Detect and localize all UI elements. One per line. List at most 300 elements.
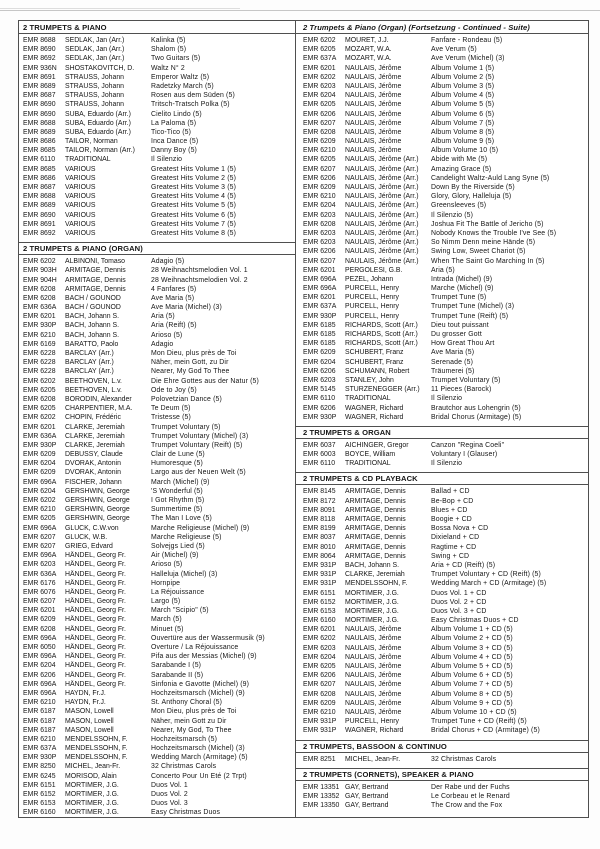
- catalog-number: EMR 930P: [23, 754, 57, 762]
- composer: SUBA, Eduardo (Arr.): [65, 128, 131, 136]
- catalog-number: EMR 696A: [303, 275, 337, 283]
- catalog-row: [296, 302, 588, 311]
- title: Du grosser Gott: [431, 331, 482, 338]
- composer: SUBA, Eduardo (Arr.): [65, 110, 131, 118]
- catalog-row: [296, 266, 588, 275]
- composer: VARIOUS: [65, 229, 96, 237]
- title: Serenade (5): [431, 358, 474, 366]
- catalog-number: EMR 6160: [23, 809, 56, 817]
- catalog-number: EMR 8690: [23, 46, 56, 54]
- title: Duos Vol. 3: [151, 800, 188, 808]
- composer: SHOSTAKOVITCH, D.: [65, 64, 135, 72]
- composer: NAULAIS, Jérôme: [345, 635, 402, 643]
- composer: BARATTO, Paolo: [65, 340, 119, 348]
- title: Hochzeitsmarsch (5): [151, 735, 218, 743]
- title: Arioso (5): [151, 331, 183, 339]
- catalog-row: [296, 367, 588, 376]
- catalog-number: EMR 636A: [23, 570, 57, 578]
- title: Greatest Hits Volume 2 (5): [151, 174, 237, 182]
- catalog-row: [296, 524, 588, 533]
- catalog-number: EMR 8251: [303, 755, 336, 763]
- catalog-row: [296, 174, 588, 183]
- composer: CLARKE, Jeremiah: [345, 571, 405, 579]
- catalog-row: [19, 717, 295, 726]
- title: Adagio (5): [151, 258, 185, 266]
- composer: HAYDN, Fr.J.: [65, 699, 106, 707]
- title: Amazing Grace (5): [431, 165, 492, 173]
- composer: VARIOUS: [65, 220, 96, 228]
- catalog-number: EMR 6110: [23, 156, 56, 164]
- composer: ARMITAGE, Dennis: [345, 506, 406, 514]
- composer: SCHUBERT, Franz: [345, 358, 404, 366]
- catalog-row: [19, 358, 295, 367]
- catalog-row: [19, 680, 295, 689]
- catalog-number: EMR 6204: [23, 487, 56, 495]
- catalog-number: EMR 6204: [303, 358, 336, 366]
- composer: BACH, Johann S.: [65, 331, 120, 339]
- catalog-number: EMR 8689: [23, 128, 56, 136]
- catalog-number: EMR 931P: [303, 727, 337, 735]
- catalog-row: [19, 110, 295, 119]
- catalog-row: [296, 275, 588, 284]
- title: Aria + CD (Reift) (5): [431, 561, 496, 569]
- title: Ouvertüre aus der Wassermusik (9): [151, 634, 265, 642]
- title: Rosen aus dem Süden (5): [151, 92, 235, 100]
- catalog-number: EMR 6201: [303, 626, 336, 634]
- composer: ARMITAGE, Dennis: [65, 267, 126, 275]
- catalog-row: [296, 257, 588, 266]
- title: Il Silenzio: [431, 395, 463, 403]
- composer: VARIOUS: [65, 184, 96, 191]
- catalog-row: [19, 220, 295, 229]
- composer: BARCLAY (Arr.): [65, 368, 114, 376]
- title: I Got Rhythm (5): [151, 497, 205, 504]
- composer: STANLEY, John: [345, 376, 394, 384]
- catalog-row: [19, 661, 295, 670]
- catalog-number: EMR 8686: [23, 174, 56, 182]
- catalog-row: [19, 229, 295, 238]
- composer: PERGOLESI, G.B.: [345, 266, 403, 274]
- composer: MENDELSSOHN, F.: [345, 580, 408, 588]
- catalog-number: EMR 6228: [23, 368, 56, 376]
- catalog-number: EMR 6201: [23, 607, 56, 615]
- composer: NAULAIS, Jérôme (Arr.): [345, 184, 419, 191]
- composer: RICHARDS, Scott (Arr.): [345, 340, 418, 348]
- title: Danny Boy (5): [151, 147, 197, 155]
- catalog-row: [296, 321, 588, 330]
- catalog-row: [19, 505, 295, 514]
- catalog-row: [19, 192, 295, 201]
- catalog-row: [19, 707, 295, 716]
- catalog-row: [296, 755, 588, 764]
- title: Boogie + CD: [431, 516, 472, 523]
- title: Ave Maria (Michel) (3): [151, 304, 222, 312]
- composer: AICHINGER, Gregor: [345, 441, 409, 449]
- catalog-number: EMR 6203: [303, 211, 336, 219]
- composer: TAILOR, Norman (Arr.): [65, 147, 135, 155]
- composer: RICHARDS, Scott (Arr.): [345, 321, 418, 329]
- catalog-number: EMR 6152: [23, 791, 56, 798]
- title: Greatest Hits Volume 3 (5): [151, 184, 237, 191]
- composer: NAULAIS, Jérôme (Arr.): [345, 229, 419, 237]
- catalog-row: [19, 146, 295, 155]
- composer: MOURET, J.J.: [345, 37, 389, 44]
- catalog-row: [19, 597, 295, 606]
- scan-artifact-line: [0, 10, 600, 11]
- title: Bridal Chorus (Armitage) (5): [431, 413, 522, 421]
- catalog-number: EMR 6205: [23, 386, 56, 394]
- catalog-row: [296, 238, 588, 247]
- title: Sarabande I (5): [151, 662, 202, 670]
- catalog-number: EMR 6205: [303, 101, 336, 109]
- title: Mon Dieu, plus près de Toi: [151, 708, 237, 716]
- catalog-number: EMR 8691: [23, 73, 56, 81]
- catalog-number: EMR 6210: [303, 147, 336, 155]
- composer: ALBINONI, Tomaso: [65, 258, 125, 266]
- catalog-row: [296, 385, 588, 394]
- catalog-number: EMR 6204: [303, 653, 336, 661]
- title: Duos Vol. 2 + CD: [431, 598, 487, 606]
- title: Wedding March (Armitage) (5): [151, 754, 248, 762]
- catalog-row: [19, 276, 295, 285]
- catalog-number: EMR 6208: [303, 128, 336, 136]
- catalog-row: [19, 183, 295, 192]
- title: Duos Vol. 1 + CD: [431, 589, 487, 597]
- catalog-row: [296, 146, 588, 155]
- title: Summertime (5): [151, 506, 203, 514]
- title: Voluntary I (Glauser): [431, 451, 498, 459]
- composer: HÄNDEL, Georg Fr.: [65, 616, 126, 624]
- catalog-number: EMR 6203: [303, 82, 336, 90]
- catalog-number: EMR 6204: [23, 460, 56, 468]
- composer: VARIOUS: [65, 193, 96, 201]
- composer: PURCELL, Henry: [345, 312, 399, 320]
- composer: NAULAIS, Jérôme: [345, 644, 402, 652]
- catalog-row: [296, 506, 588, 515]
- title: Album Volume 9 + CD (5): [431, 699, 513, 707]
- title: 'S Wonderful (5): [151, 487, 203, 495]
- catalog-number: EMR 931P: [303, 561, 337, 569]
- composer: ARMITAGE, Dennis: [345, 497, 406, 505]
- catalog-number: EMR 8688: [23, 37, 56, 44]
- composer: MENDELSSOHN, F.: [65, 754, 128, 762]
- catalog-row: [296, 783, 588, 792]
- catalog-number: EMR 6203: [303, 239, 336, 247]
- composer: NAULAIS, Jérôme (Arr.): [345, 248, 419, 256]
- entries-list: [19, 257, 295, 817]
- catalog-number: EMR 6202: [23, 497, 56, 504]
- catalog-row: [296, 394, 588, 403]
- composer: MORTIMER, J.G.: [345, 589, 399, 597]
- catalog-row: [296, 100, 588, 109]
- catalog-number: EMR 6176: [23, 579, 56, 587]
- title: Greensleeves (5): [431, 202, 487, 210]
- catalog-number: EMR 8118: [303, 516, 336, 523]
- composer: HÄNDEL, Georg Fr.: [65, 680, 126, 688]
- catalog-number: EMR 6205: [303, 46, 336, 54]
- catalog-row: [19, 367, 295, 376]
- title: Easy Christmas Duos + CD: [431, 617, 519, 625]
- composer: DVORAK, Antonin: [65, 460, 121, 468]
- title: So Nimm Denn meine Hände (5): [431, 239, 536, 247]
- catalog-number: EMR 6202: [303, 37, 336, 44]
- title: Greatest Hits Volume 1 (5): [151, 165, 237, 173]
- title: Ave Verum (5): [431, 46, 477, 54]
- composer: SUBA, Eduardo (Arr.): [65, 119, 131, 127]
- title: Marche (Michel) (9): [431, 285, 494, 293]
- catalog-row: [296, 497, 588, 506]
- catalog-number: EMR 6207: [23, 533, 56, 541]
- catalog-number: EMR 696A: [23, 653, 57, 661]
- title: March "Scipio" (5): [151, 607, 209, 615]
- catalog-number: EMR 6202: [23, 377, 56, 385]
- catalog-number: EMR 6209: [303, 138, 336, 146]
- title: Il Silenzio: [431, 460, 463, 468]
- catalog-row: [296, 589, 588, 598]
- catalog-number: EMR 8145: [303, 488, 336, 496]
- title: Swing Low, Sweet Chariot (5): [431, 248, 526, 256]
- title: Bossa Nova + CD: [431, 525, 489, 533]
- catalog-number: EMR 636A: [23, 432, 57, 440]
- section-header: 2 TRUMPETS, BASSOON & CONTINUO: [296, 740, 588, 753]
- catalog-row: [19, 772, 295, 781]
- catalog-number: EMR 8690: [23, 211, 56, 219]
- catalog-row: [296, 54, 588, 63]
- catalog-row: [296, 487, 588, 496]
- catalog-number: EMR 6037: [303, 441, 336, 449]
- composer: STRAUSS, Johann: [65, 101, 124, 109]
- title: Solvejgs Lied (5): [151, 542, 205, 550]
- catalog-row: [19, 533, 295, 542]
- catalog-number: EMR 6208: [303, 690, 336, 698]
- composer: MORTIMER, J.G.: [65, 791, 119, 798]
- catalog-number: EMR 6209: [23, 469, 56, 477]
- catalog-row: [296, 229, 588, 238]
- entries-list: [296, 487, 588, 735]
- catalog-number: EMR 6205: [23, 515, 56, 523]
- composer: CLARKE, Jeremiah: [65, 423, 125, 431]
- catalog-row: [296, 441, 588, 450]
- composer: GERSHWIN, George: [65, 487, 130, 495]
- title: Album Volume 1 (5): [431, 64, 495, 72]
- catalog-number: EMR 6185: [303, 340, 336, 348]
- title: Trumpet Voluntary (5): [431, 376, 501, 384]
- title: Album Volume 3 (5): [431, 82, 495, 90]
- catalog-number: EMR 6203: [303, 644, 336, 652]
- catalog-number: EMR 6202: [23, 258, 56, 266]
- title: Aria (5): [431, 266, 455, 274]
- composer: PEZEL, Johann: [345, 275, 394, 283]
- catalog-number: EMR 931P: [303, 571, 337, 579]
- catalog-row: [19, 128, 295, 137]
- catalog-row: [19, 395, 295, 404]
- entries-list: [296, 441, 588, 469]
- composer: VARIOUS: [65, 174, 96, 182]
- composer: BACH / GOUNOD: [65, 294, 121, 302]
- catalog-number: EMR 6209: [23, 451, 56, 459]
- catalog-number: EMR 6210: [23, 735, 56, 743]
- title: Hochzeitsmarsch (Michel) (3): [151, 745, 245, 753]
- catalog-row: [296, 201, 588, 210]
- catalog-row: [296, 450, 588, 459]
- composer: MORTIMER, J.G.: [65, 781, 119, 789]
- composer: HAYDN, Fr.J.: [65, 689, 106, 697]
- title: Aria (Reift) (5): [151, 322, 197, 330]
- title: Nearer, My God To Thee: [151, 368, 230, 376]
- catalog-number: EMR 6207: [23, 542, 56, 550]
- composer: STURZENEGGER (Arr.): [345, 386, 420, 394]
- catalog-row: [19, 201, 295, 210]
- title: Album Volume 4 (5): [431, 92, 495, 100]
- catalog-row: [19, 496, 295, 505]
- title: Te Deum (5): [151, 405, 191, 413]
- composer: NAULAIS, Jérôme: [345, 663, 402, 670]
- catalog-number: EMR 8688: [23, 119, 56, 127]
- composer: NAULAIS, Jérôme (Arr.): [345, 156, 419, 164]
- catalog-row: [19, 423, 295, 432]
- title: Humoresque (5): [151, 460, 203, 468]
- catalog-row: [296, 726, 588, 735]
- catalog-row: [19, 312, 295, 321]
- catalog-row: [296, 717, 588, 726]
- title: Arioso (5): [151, 561, 183, 569]
- title: Nobody Knows the Trouble I've See (5): [431, 229, 557, 237]
- catalog-number: EMR 6228: [23, 350, 56, 357]
- title: Duos Vol. 1: [151, 781, 188, 789]
- title: Ragtime + CD: [431, 543, 477, 551]
- composer: NAULAIS, Jérôme (Arr.): [345, 165, 419, 173]
- composer: SEDLAK, Jan (Arr.): [65, 46, 125, 54]
- composer: TRADITIONAL: [345, 460, 391, 468]
- catalog-row: [296, 284, 588, 293]
- catalog-row: [19, 514, 295, 523]
- composer: ARMITAGE, Dennis: [345, 534, 406, 542]
- catalog-number: EMR 6050: [23, 644, 56, 651]
- title: Tristesse (5): [151, 414, 191, 422]
- scan-artifact-line: [0, 8, 240, 9]
- catalog-row: [19, 753, 295, 762]
- catalog-number: EMR 6207: [23, 598, 56, 606]
- catalog-number: EMR 6203: [303, 376, 336, 384]
- title: Album Volume 4 + CD (5): [431, 653, 513, 661]
- catalog-number: EMR 8690: [23, 110, 56, 118]
- catalog-row: [296, 792, 588, 801]
- catalog-row: [19, 155, 295, 164]
- composer: DEBUSSY, Claude: [65, 451, 123, 459]
- catalog-row: [19, 450, 295, 459]
- title: The Man I Love (5): [151, 515, 212, 523]
- catalog-row: [296, 459, 588, 468]
- catalog-number: EMR 8688: [23, 193, 56, 201]
- title: Canzon "Regina Coeli": [431, 441, 505, 449]
- composer: TRADITIONAL: [345, 395, 391, 403]
- catalog-number: EMR 696A: [23, 478, 57, 486]
- catalog-row: [296, 128, 588, 137]
- composer: MORTIMER, J.G.: [345, 598, 399, 606]
- section-header: 2 Trumpets & Piano (Organ) (Fortsetzung - Continued - Suite): [296, 23, 588, 34]
- catalog-row: [19, 808, 295, 817]
- composer: WAGNER, Richard: [345, 727, 404, 735]
- entries-list: [296, 783, 588, 811]
- composer: BACH, Johann S.: [65, 313, 120, 321]
- catalog-row: [296, 644, 588, 653]
- composer: ARMITAGE, Dennis: [345, 488, 406, 496]
- composer: NAULAIS, Jérôme: [345, 73, 402, 81]
- catalog-number: EMR 6207: [303, 257, 336, 265]
- title: Greatest Hits Volume 8 (5): [151, 229, 237, 237]
- title: Sinfonia e Gavotte (Michel) (9): [151, 680, 250, 688]
- composer: NAULAIS, Jérôme: [345, 147, 402, 155]
- composer: NAULAIS, Jérôme (Arr.): [345, 257, 419, 265]
- composer: NAULAIS, Jérôme: [345, 82, 402, 90]
- composer: BEETHOVEN, L.v.: [65, 386, 122, 394]
- title: Album Volume 8 (5): [431, 128, 495, 136]
- title: Tritsch-Tratsch Polka (5): [151, 101, 230, 109]
- title: Album Volume 5 + CD (5): [431, 663, 513, 670]
- catalog-row: [19, 377, 295, 386]
- catalog-row: [296, 119, 588, 128]
- composer: BEETHOVEN, L.v.: [65, 377, 122, 385]
- composer: HÄNDEL, Georg Fr.: [65, 634, 126, 642]
- title: Cielito Lindo (5): [151, 110, 202, 118]
- catalog-row: [19, 257, 295, 266]
- title: Marche Religieuse (5): [151, 533, 222, 541]
- composer: WAGNER, Richard: [345, 404, 404, 412]
- catalog-row: [296, 312, 588, 321]
- composer: HÄNDEL, Georg Fr.: [65, 653, 126, 661]
- catalog-number: EMR 6207: [303, 165, 336, 173]
- catalog-number: EMR 930P: [23, 441, 57, 449]
- catalog-number: EMR 6209: [303, 349, 336, 357]
- composer: MENDELSSOHN, F.: [65, 735, 128, 743]
- catalog-row: [19, 294, 295, 303]
- title: Two Guitars (5): [151, 55, 201, 63]
- title: Die Ehre Gottes aus der Natur (5): [151, 377, 259, 385]
- title: Largo aus der Neuen Welt (5): [151, 469, 246, 477]
- composer: GLUCK, W.B.: [65, 533, 108, 541]
- title: 32 Christmas Carols: [151, 763, 217, 771]
- catalog-row: [19, 137, 295, 146]
- catalog-number: EMR 8692: [23, 229, 56, 237]
- catalog-number: EMR 6151: [23, 781, 56, 789]
- title: Greatest Hits Volume 6 (5): [151, 211, 237, 219]
- catalog-row: [296, 211, 588, 220]
- catalog-number: EMR 8685: [23, 147, 56, 155]
- catalog-row: [296, 82, 588, 91]
- catalog-row: [296, 358, 588, 367]
- catalog-row: [19, 698, 295, 707]
- catalog-number: EMR 8091: [303, 506, 336, 514]
- title: Glory, Glory, Halleluja (5): [431, 193, 512, 201]
- title: Brautchor aus Lohengrin (5): [431, 404, 521, 412]
- catalog-row: [296, 699, 588, 708]
- catalog-number: EMR 6202: [303, 635, 336, 643]
- catalog-number: EMR 6205: [303, 663, 336, 670]
- composer: FISCHER, Johann: [65, 478, 122, 486]
- title: Il Silenzio: [151, 156, 183, 164]
- composer: MORTIMER, J.G.: [65, 800, 119, 808]
- composer: PURCELL, Henry: [345, 294, 399, 302]
- catalog-row: [19, 542, 295, 551]
- catalog-number: EMR 904H: [23, 276, 57, 284]
- composer: CHOPIN, Frédéric: [65, 414, 121, 422]
- composer: NAULAIS, Jérôme: [345, 690, 402, 698]
- title: Greatest Hits Volume 7 (5): [151, 220, 237, 228]
- catalog-row: [19, 652, 295, 661]
- catalog-row: [296, 339, 588, 348]
- title: Der Rabe und der Fuchs: [431, 783, 510, 791]
- catalog-number: EMR 6204: [303, 202, 336, 210]
